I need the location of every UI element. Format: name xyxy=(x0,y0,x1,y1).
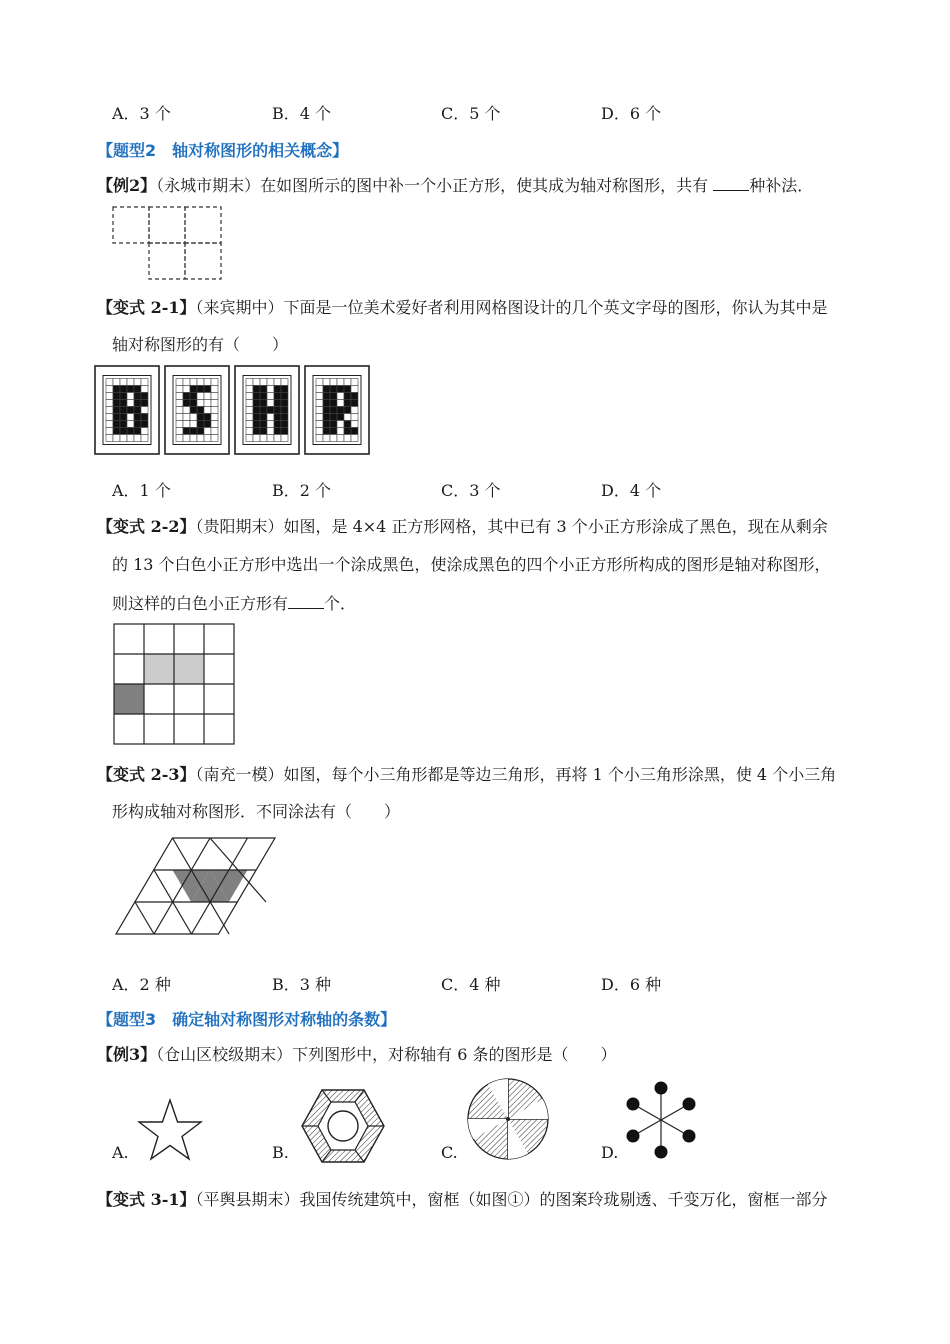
hexagon-pattern-icon xyxy=(300,1088,386,1164)
option-c: C．5 个 xyxy=(441,104,501,123)
example-3-option-b-label: B. xyxy=(272,1143,289,1162)
variant-2-1-line1 xyxy=(97,298,828,318)
example-3-option-a-label: A. xyxy=(112,1143,129,1162)
variant-2-3-option-b: B．3 种 xyxy=(272,975,332,994)
variant-2-1-option-a: A．1 个 xyxy=(112,481,171,500)
option-b: B．4 个 xyxy=(272,104,332,123)
example-2-question-end: 种补法． xyxy=(749,176,814,195)
variant-2-1-line2: 轴对称图形的有（ ） xyxy=(112,335,289,354)
variant-2-2-line2: 的 13 个白色小正方形中选出一个涂成黑色，使涂成黑色的四个小正方形所构成的图形是轴对称图形， xyxy=(112,555,831,574)
answer-blank xyxy=(288,593,324,609)
variant-2-2-question: （贵阳期末）如图，是 4×4 正方形网格，其中已有 3 个小正方形涂成了黑色，现在从剩余 xyxy=(195,517,828,536)
letter-grid-figures xyxy=(94,365,374,455)
example-3-option-c-label: C. xyxy=(441,1143,458,1162)
variant-2-2-line1 xyxy=(97,517,828,537)
example-3-question: （仓山区校级期末）下列图形中，对称轴有 6 条的图形是（ ） xyxy=(156,1045,617,1064)
letter-figure-h xyxy=(235,366,299,454)
letter-figure-s xyxy=(165,366,229,454)
star-icon xyxy=(137,1098,203,1162)
letter-figure-b xyxy=(95,366,159,454)
variant-3-1-question: （平舆县期末）我国传统建筑中，窗框（如图①）的图案玲珑剔透、千变万化，窗框一部分 xyxy=(195,1190,828,1209)
section-heading-type3: 【题型3 确定轴对称图形对称轴的条数】 xyxy=(97,1010,397,1029)
letter-figure-r xyxy=(305,366,369,454)
variant-2-1-tag: 【变式 2-1】 xyxy=(97,298,196,317)
variant-2-3-option-a: A．2 种 xyxy=(112,975,171,994)
variant-2-2-line3-end: 个． xyxy=(324,594,357,613)
answer-blank xyxy=(713,175,749,191)
option-a: A．3 个 xyxy=(112,104,171,123)
variant-3-1-tag: 【变式 3-1】 xyxy=(97,1190,196,1209)
variant-2-1-question: （来宾期中）下面是一位美术爱好者利用网格图设计的几个英文字母的图形，你认为其中是 xyxy=(195,298,828,317)
dashed-square-grid-figure xyxy=(112,206,224,282)
example-3-tag: 【例3】 xyxy=(97,1045,157,1064)
four-by-four-grid-figure xyxy=(113,623,235,745)
variant-3-1-line1 xyxy=(97,1190,828,1210)
example-3-text xyxy=(97,1045,617,1065)
variant-2-3-option-c: C．4 种 xyxy=(441,975,501,994)
pinwheel-icon xyxy=(466,1077,550,1161)
variant-2-1-option-c: C．3 个 xyxy=(441,481,501,500)
variant-2-3-line2: 形构成轴对称图形．不同涂法有（ ） xyxy=(112,802,401,821)
variant-2-2-line3 xyxy=(112,593,356,614)
variant-2-3-option-d: D．6 种 xyxy=(601,975,662,994)
option-d: D．6 个 xyxy=(601,104,662,123)
six-dot-star-icon xyxy=(624,1080,698,1160)
example-2-question: （永城市期末）在如图所示的图中补一个小正方形，使其成为轴对称图形，共有 xyxy=(156,176,709,195)
section-heading-type2: 【题型2 轴对称图形的相关概念】 xyxy=(97,141,349,160)
variant-2-3-tag: 【变式 2-3】 xyxy=(97,765,196,784)
variant-2-3-question: （南充一模）如图，每个小三角形都是等边三角形，再将 1 个小三角形涂黑，使 4 个小三角 xyxy=(195,765,837,784)
variant-2-2-tag: 【变式 2-2】 xyxy=(97,517,196,536)
variant-2-1-option-b: B．2 个 xyxy=(272,481,332,500)
triangle-lattice-figure xyxy=(114,836,278,936)
example-3-option-d-label: D. xyxy=(601,1143,619,1162)
example-2-tag: 【例2】 xyxy=(97,176,157,195)
example-2-text xyxy=(97,175,813,196)
variant-2-2-line3-start: 则这样的白色小正方形有 xyxy=(112,594,289,613)
variant-2-3-line1 xyxy=(97,765,836,785)
variant-2-1-option-d: D．4 个 xyxy=(601,481,662,500)
